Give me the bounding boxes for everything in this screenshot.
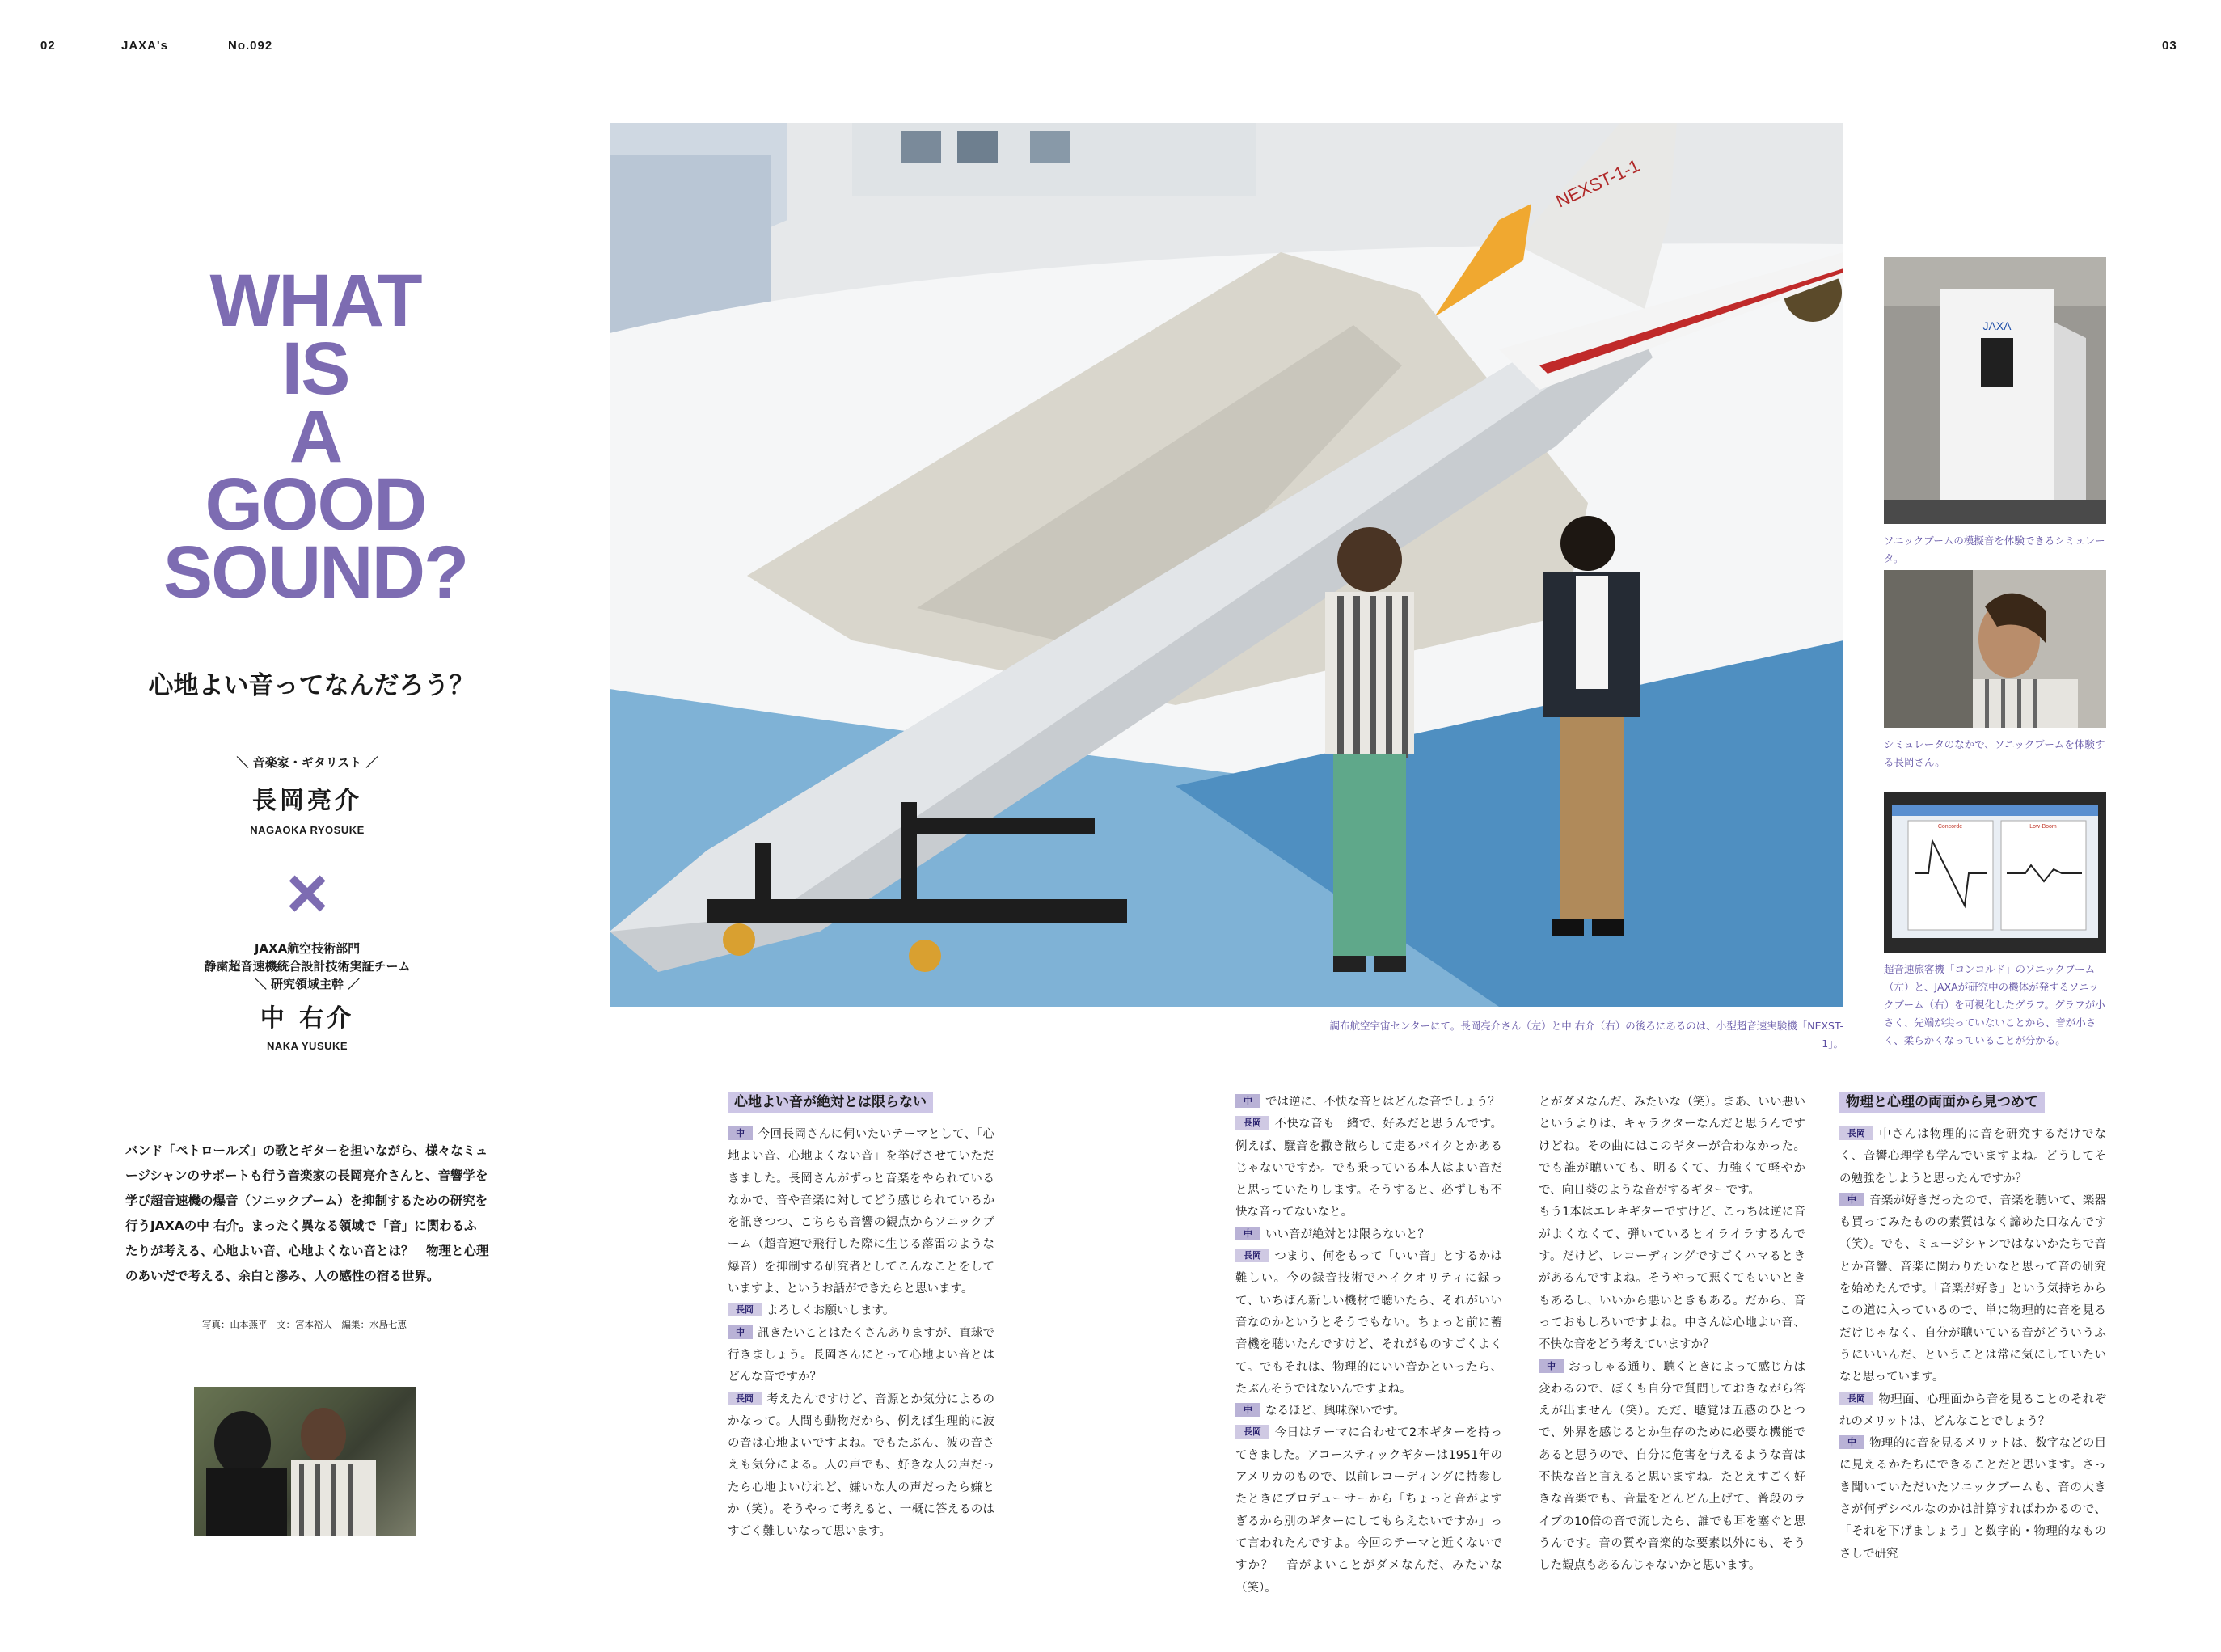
title-line: GOOD bbox=[205, 463, 426, 546]
title-line: A bbox=[289, 395, 342, 478]
col1-body bbox=[728, 1124, 994, 1544]
dialogue-paragraph: 長岡 よろしくお願いします。 bbox=[728, 1300, 994, 1322]
person2-dept: JAXA航空技術部門 bbox=[254, 941, 361, 956]
speaker-tag-nagaoka: 長岡 bbox=[728, 1392, 762, 1405]
dialogue-paragraph: 長岡 中さんは物理的に音を研究するだけでなく、音響心理学も学んでいますよね。どうしてその勉強をしようと思ったんですか？ bbox=[1839, 1128, 2106, 1185]
dialogue-paragraph: もう1本はエレキギターですけど、こっちは逆に音がよくなくて、弾いているとイライラするんです。だけど、レコーディングですごくハマるときがあるんですよね。そうやって悪くてもいいときもあるし、いいから悪いときもある。だから、音っておもしろいですよね。中さんは心地よい音、不快な音をどう考えていますか？ bbox=[1539, 1206, 1805, 1352]
plane-label: NEXST-1-1 bbox=[1552, 154, 1643, 212]
section-heading-2: 物理と心理の両面から見つめて bbox=[1839, 1092, 2045, 1113]
magazine-brand: JAXA's bbox=[121, 39, 168, 53]
section-heading-1: 心地よい音が絶対とは限らない bbox=[728, 1092, 933, 1113]
dialogue-paragraph: 中 物理的に音を見るメリットは、数字などの目に見えるかたちにできることだと思います。さっき聞いていただいたソニックブームも、音の大きさが何デシベルなのかは計算すればわかるので、「それを下げましょう」と数字的・物理的なものさしで研究 bbox=[1839, 1437, 2106, 1561]
title-line: WHAT bbox=[209, 260, 421, 342]
dialogue-paragraph: 中 音楽が好きだったので、音楽を聴いて、楽器も買ってみたものの素質はなく諦めた口なんです（笑）。でも、ミュージシャンではないかたちで音とか音響、音楽に関わりたいなと思って音の研究を始めたんです。「音楽が好き」という気持ちからこの道に入っているので、単に物理的に音を見るだけじゃなく、自分が聴いている音がどういうふうにいいんだ、ということは常に気にしていたいなと思っています。 bbox=[1839, 1194, 2106, 1384]
dialogue-paragraph: 中 では逆に、不快な音とはどんな音でしょう？ bbox=[1235, 1092, 1502, 1113]
col3-body bbox=[1539, 1092, 1805, 1578]
simulator-caption: ソニックブームの模擬音を体験できるシミュレータ。 bbox=[1884, 534, 2105, 564]
feature-subtitle: 心地よい音ってなんだろう？ bbox=[148, 671, 475, 700]
dialogue-paragraph: 長岡 物理面、心理面から音を見ることのそれぞれのメリットは、どんなことでしょう？ bbox=[1839, 1392, 2106, 1428]
article-column-4 bbox=[1839, 1092, 2106, 1565]
dialogue-paragraph: 長岡 考えたんですけど、音源とか気分によるのかなって。人間も動物だから、例えば生理的に波の音は心地よいですよね。でもたぶん、波の音さえも気分による。人の声でも、好きな人の声だったら心地よいけれど、嫌いな人の声だったら嫌とか（笑）。そうやって考えると、一概に答えるのはすごく難しいなって思います。 bbox=[728, 1392, 994, 1539]
jaxa-logo: JAXA bbox=[1982, 319, 2012, 332]
speaker-tag-naka: 中 bbox=[728, 1325, 753, 1339]
credits: 写真：山本燕平 文：宮本裕人 編集：水島七恵 bbox=[202, 1319, 407, 1330]
main-photo bbox=[610, 123, 1843, 1007]
speaker-tag-nagaoka: 長岡 bbox=[1235, 1116, 1269, 1130]
col2-body bbox=[1235, 1092, 1502, 1599]
speaker-tag-naka: 中 bbox=[1539, 1359, 1564, 1373]
main-photo-caption: 調布航空宇宙センターにて。長岡亮介さん（左）と中 右介（右）の後ろにあるのは、小型超音速実験機「NEXST-1」。 bbox=[1329, 1020, 1843, 1050]
person1-block bbox=[154, 754, 461, 836]
conversation-photo bbox=[194, 1387, 416, 1536]
person1-name-jp: 長岡亮介 bbox=[252, 787, 362, 815]
issue-number: No.092 bbox=[228, 39, 273, 53]
speaker-tag-nagaoka: 長岡 bbox=[1235, 1425, 1269, 1439]
dialogue-paragraph: とがダメなんだ、みたいな（笑）。まあ、いい悪いというよりは、キャラクターなんだと思うんですけどね。その曲にはこのギターが合わなかった。でも誰が聴いても、明るくて、力強くて軽やかで、向日葵のような音がするギターです。 bbox=[1539, 1096, 1805, 1198]
speaker-tag-nagaoka: 長岡 bbox=[728, 1303, 762, 1316]
intro-lead: バンド「ペトロールズ」の歌とギターを担いながら、様々なミュージシャンのサポートも行う音楽家の長岡亮介さんと、音響学を学び超音速機の爆音（ソニックブーム）を抑制するための研究を行うJAXAの中 右介。まったく異なる領域で「音」に関わるふたりが考える、心地よい音、心地よくない音とは？ 物理と心理のあいだで考える、余白と滲み、人の感性の宿る世界。 bbox=[125, 1143, 489, 1283]
listening-photo bbox=[1884, 570, 2106, 728]
dialogue-paragraph: 長岡 つまり、何をもって「いい音」とするかは難しい。今の録音技術でハイクオリティに録って、いちばん新しい機材で聴いたら、それがいい音なのかというとそうでもない。ちょっと前に蓄音機を聴いたんですけど、それがものすごくよくて。でもそれは、物理的にいい音かといったら、たぶんそうではないんですよね。 bbox=[1235, 1250, 1502, 1396]
person2-block bbox=[154, 940, 461, 1052]
simulator-photo-art bbox=[1884, 257, 2106, 524]
dialogue-paragraph: 中 いい音が絶対とは限らないと？ bbox=[1235, 1224, 1502, 1246]
person2-role: ＼ 研究領域主幹 ／ bbox=[254, 977, 361, 991]
dialogue-paragraph: 長岡 不快な音も一緒で、好みだと思うんです。例えば、騒音を撒き散らして走るバイクとかあるじゃないですか。でも乗っている本人はよい音だと思っていたりします。そうすると、必ずしも不快な音ってないなと。 bbox=[1235, 1118, 1502, 1219]
simulator-photo bbox=[1884, 257, 2106, 524]
speaker-tag-naka: 中 bbox=[1235, 1227, 1260, 1240]
dialogue-paragraph: 長岡 今日はテーマに合わせて2本ギターを持ってきました。アコースティックギターは1951年のアメリカのもので、以前レコーディングに持参したときにプロデューサーから「ちょっと音がよすぎるから別のギターにしてもらえないですか」って言われたんですよ。今回のテーマと近くないですか？ 音がよいことがダメなんだ、みたいな（笑）。 bbox=[1235, 1426, 1502, 1595]
article-column-3 bbox=[1539, 1092, 1805, 1578]
title-line: IS bbox=[281, 327, 349, 410]
graph-photo-art bbox=[1884, 792, 2106, 953]
speaker-tag-naka: 中 bbox=[1839, 1193, 1864, 1206]
dialogue-paragraph: 中 今回長岡さんに伺いたいテーマとして、「心地よい音、心地よくない音」を挙げさせていただきました。長岡さんがずっと音楽をやられているなかで、音や音楽に対してどう感じられているかを訊きつつ、こちらも音響の観点からソニックブーム（超音速で飛行した際に生じる落雷のような爆音）を抑制する研究者としてこんなことをしていますよ、というお話ができたらと思います。 bbox=[728, 1128, 994, 1296]
cross-icon: × bbox=[285, 853, 329, 934]
listening-caption: シミュレータのなかで、ソニックブームを体験する長岡さん。 bbox=[1884, 738, 2105, 768]
speaker-tag-nagaoka: 長岡 bbox=[1839, 1392, 1873, 1405]
dialogue-paragraph: 中 訊きたいことはたくさんありますが、直球で行きましょう。長岡さんにとって心地よい音とはどんな音ですか？ bbox=[728, 1326, 994, 1384]
person2-name-jp: 中 右介 bbox=[260, 1004, 355, 1033]
feature-title bbox=[121, 260, 509, 614]
article-column-2 bbox=[1235, 1092, 1502, 1599]
page-number-right: 03 bbox=[2162, 39, 2177, 53]
main-photo-art bbox=[610, 123, 1843, 1007]
dialogue-paragraph: 中 なるほど、興味深いです。 bbox=[1235, 1401, 1502, 1422]
graph-right-label: Low-Boom bbox=[2029, 824, 2057, 830]
page-number-left: 02 bbox=[40, 39, 56, 53]
graph-photo bbox=[1884, 792, 2106, 953]
dialogue-paragraph: 中 おっしゃる通り、聴くときによって感じ方は変わるので、ぼくも自分で質問しておきながら答えが出ません（笑）。ただ、聴覚は五感のひとつで、外界を感じるとか生存のために必要な機能であると思うので、自分に危害を与えるような音は不快な音と言えると思いますね。たとえすごく好きな音楽でも、音量をどんどん上げて、普段のライブの10倍の音で流したら、誰でも耳を塞ぐと思うんです。音の質や音楽的な要素以外にも、そうした観点もあるんじゃないかと思います。 bbox=[1539, 1360, 1805, 1573]
person2-team: 静粛超音速機統合設計技術実証チーム bbox=[204, 959, 411, 974]
person2-name-en: NAKA YUSUKE bbox=[266, 1040, 348, 1052]
article-column-1 bbox=[728, 1092, 994, 1544]
speaker-tag-naka: 中 bbox=[728, 1126, 753, 1140]
person1-role: ＼ 音楽家・ギタリスト ／ bbox=[236, 755, 378, 770]
title-line: SOUND? bbox=[163, 531, 468, 614]
speaker-tag-naka: 中 bbox=[1235, 1403, 1260, 1417]
speaker-tag-naka: 中 bbox=[1235, 1094, 1260, 1108]
conversation-photo-art bbox=[194, 1387, 416, 1536]
speaker-tag-nagaoka: 長岡 bbox=[1839, 1126, 1873, 1140]
col4-body bbox=[1839, 1124, 2106, 1565]
speaker-tag-nagaoka: 長岡 bbox=[1235, 1249, 1269, 1262]
speaker-tag-naka: 中 bbox=[1839, 1435, 1864, 1449]
graph-caption: 超音速旅客機「コンコルド」のソニックブーム（左）と、JAXAが研究中の機体が発するソニックブーム（右）を可視化したグラフ。グラフが小さく、先端が尖っていないことから、音が小さく、柔らかくなっていることが分かる。 bbox=[1884, 963, 2105, 1046]
listening-photo-art bbox=[1884, 570, 2106, 728]
graph-left-label: Concorde bbox=[1937, 824, 1963, 830]
person1-name-en: NAGAOKA RYOSUKE bbox=[250, 824, 365, 836]
